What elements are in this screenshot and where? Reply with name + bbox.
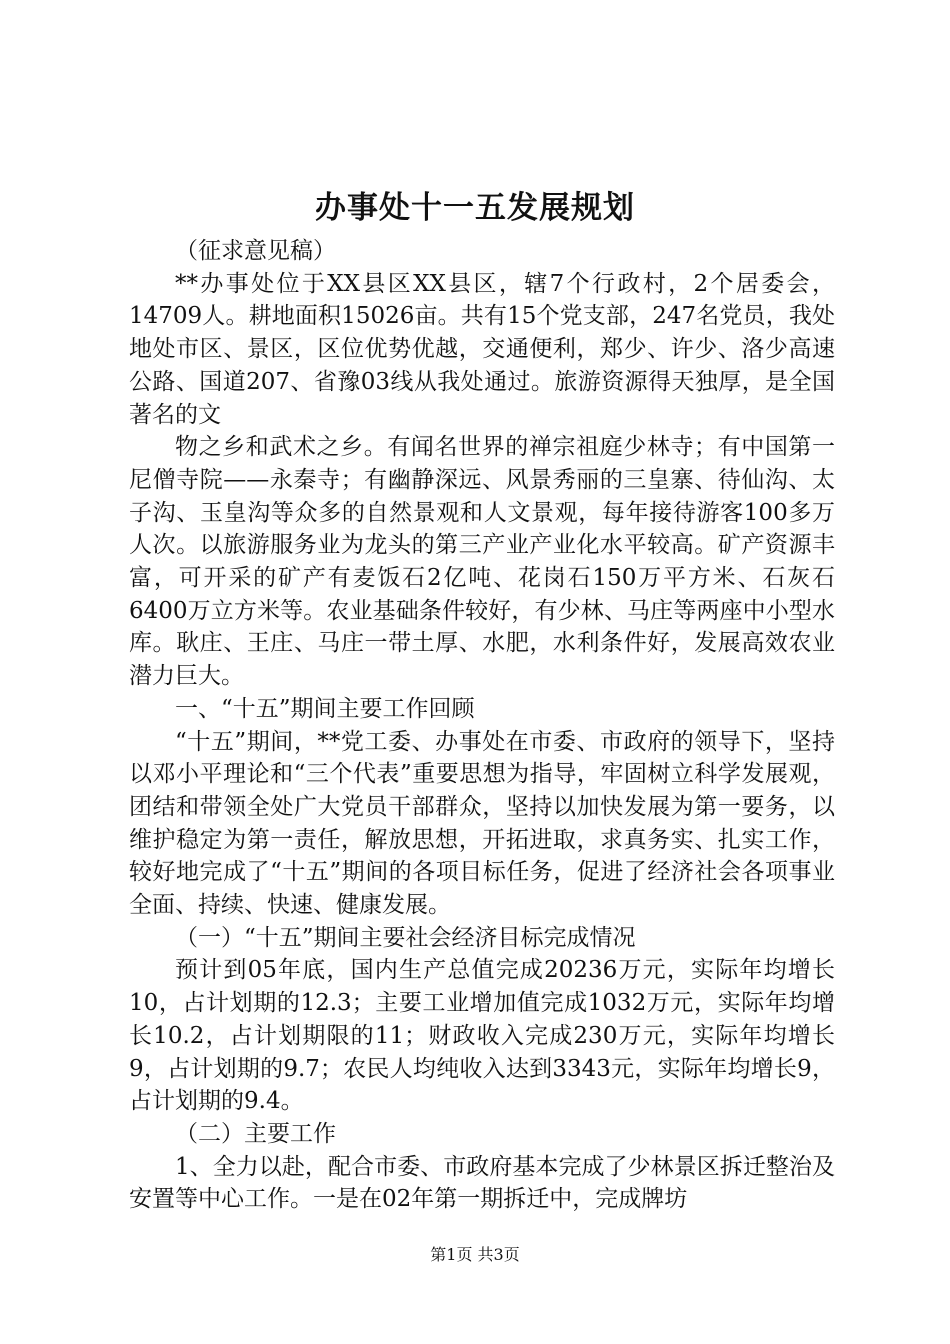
section-heading-review: 一、“十五”期间主要工作回顾 (175, 695, 475, 722)
subsection-heading-work: （二）主要工作 (175, 1120, 336, 1147)
paragraph-overview: **办事处位于XX县区XX县区，辖7个行政村，2个居委会，14709人。耕地面积15026亩。共有15个党支部，247名党员，我处地处市区、景区，区位优势优越，交通便利，郑少、许少、洛少高速公路、国道207、省豫03线从我处通过。旅游资源得天独厚，是全国著名的文 (129, 270, 835, 428)
subsection-heading-targets: （一）“十五”期间主要社会经济目标完成情况 (175, 924, 636, 951)
document-title: 办事处十一五发展规划 (315, 190, 635, 226)
document-body (129, 235, 835, 1216)
paragraph-review: “十五”期间，**党工委、办事处在市委、市政府的领导下，坚持以邓小平理论和“三个代表”重要思想为指导，牢固树立科学发展观，团结和带领全处广大党员干部群众，坚持以加快发展为第一要务，以维护稳定为第一责任，解放思想，开拓进取，求真务实、扎实工作，较好地完成了“十五”期间的各项目标任务，促进了经济社会各项事业全面、持续、快速、健康发展。 (129, 728, 835, 919)
page-footer: 第1页 共3页 (430, 1245, 520, 1264)
paragraph-work-1: 1、全力以赴，配合市委、市政府基本完成了少林景区拆迁整治及安置等中心工作。一是在02年第一期拆迁中，完成牌坊 (129, 1153, 835, 1213)
draft-note: （征求意见稿） (175, 238, 336, 264)
paragraph-resources: 物之乡和武术之乡。有闻名世界的禅宗祖庭少林寺；有中国第一尼僧寺院——永秦寺；有幽静深远、风景秀丽的三皇寨、待仙沟、太子沟、玉皇沟等众多的自然景观和人文景观，每年接待游客100多万人次。以旅游服务业为龙头的第三产业产业化水平较高。矿产资源丰富，可开采的矿产有麦饭石2亿吨、花岗石150万平方米、石灰石6400万立方米等。农业基础条件较好，有少林、马庄等两座中小型水库。耿庄、王庄、马庄一带土厚、水肥，水利条件好，发展高效农业潜力巨大。 (129, 434, 835, 690)
paragraph-targets: 预计到05年底，国内生产总值完成20236万元，实际年均增长10，占计划期的12.3；主要工业增加值完成1032万元，实际年均增长10.2，占计划期限的11；财政收入完成230万元，实际年均增长9，占计划期的9.7；农民人均纯收入达到3343元，实际年均增长9，占计划期的9.4。 (129, 957, 835, 1115)
